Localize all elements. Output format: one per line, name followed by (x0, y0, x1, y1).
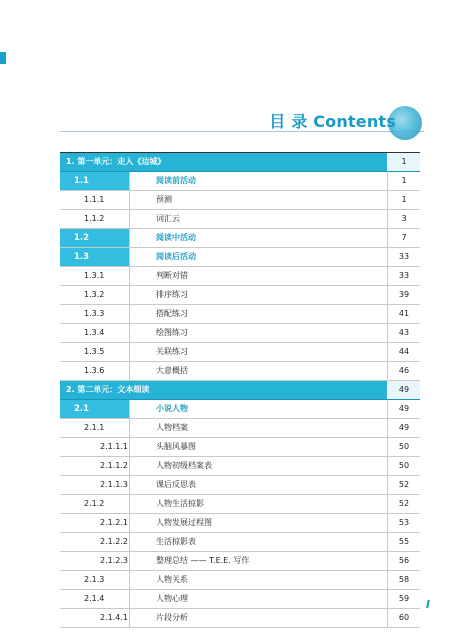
toc-section-number: 2.1.1.2 (60, 457, 130, 475)
toc-entry-title: 词汇云 (156, 214, 180, 223)
toc-entry-title: 2. 第二单元：文本细读 (66, 385, 150, 394)
toc-entry-row[interactable] (60, 514, 420, 533)
toc-page-number: 52 (387, 495, 420, 513)
toc-entry-title: 人物档案 (156, 423, 188, 432)
toc-section-number: 1.3.2 (60, 286, 130, 304)
toc-page-number: 41 (387, 305, 420, 323)
toc-page-number: 39 (387, 286, 420, 304)
toc-entry-title: 人物心理 (156, 594, 188, 603)
toc-entry-row[interactable] (60, 609, 420, 628)
toc-section-number: 2.1.3 (60, 571, 130, 589)
toc-page-number: 1 (387, 172, 420, 190)
toc-entry-row[interactable] (60, 324, 420, 343)
toc-section-number: 1.3.6 (60, 362, 130, 380)
toc-entry-row[interactable] (60, 419, 420, 438)
toc-entry-title: 预测 (156, 195, 172, 204)
toc-page-number: 60 (387, 609, 420, 627)
toc-entry-row[interactable] (60, 476, 420, 495)
toc-section-number: 2.1.1.1 (60, 438, 130, 456)
toc-page-number: 50 (387, 438, 420, 456)
toc-page-number: 58 (387, 571, 420, 589)
toc-section-number: 2.1 (60, 400, 130, 418)
toc-entry-row[interactable] (60, 590, 420, 609)
toc-page-number: 46 (387, 362, 420, 380)
toc-entry-title: 绘图练习 (156, 328, 188, 337)
corner-accent-mark (0, 52, 6, 64)
toc-entry-row[interactable] (60, 400, 420, 419)
toc-entry-row[interactable] (60, 495, 420, 514)
toc-section-number: 2.1.4 (60, 590, 130, 608)
toc-entry-title: 判断对错 (156, 271, 188, 280)
toc-unit-row[interactable] (60, 381, 420, 400)
toc-entry-row[interactable] (60, 210, 420, 229)
toc-section-number: 1.3.3 (60, 305, 130, 323)
toc-section-number: 1.3.5 (60, 343, 130, 361)
table-of-contents (60, 152, 420, 628)
toc-entry-row[interactable] (60, 191, 420, 210)
toc-section-number: 1.2 (60, 229, 130, 247)
toc-section-number: 2.1.2.1 (60, 514, 130, 532)
toc-entry-title: 搭配练习 (156, 309, 188, 318)
toc-page-number: 56 (387, 552, 420, 570)
toc-entry-row[interactable] (60, 267, 420, 286)
toc-entry-title: 片段分析 (156, 613, 188, 622)
toc-entry-row[interactable] (60, 286, 420, 305)
toc-entry-title: 阅读前活动 (156, 176, 196, 185)
toc-section-number: 2.1.2.2 (60, 533, 130, 551)
toc-page-number: 33 (387, 248, 420, 266)
toc-entry-row[interactable] (60, 552, 420, 571)
toc-section-number: 1.1.1 (60, 191, 130, 209)
toc-page-number: 44 (387, 343, 420, 361)
toc-unit-row[interactable] (60, 153, 420, 172)
toc-entry-title: 关联练习 (156, 347, 188, 356)
toc-entry-title: 整理总结 —— T.E.E. 写作 (156, 556, 250, 565)
toc-entry-row[interactable] (60, 305, 420, 324)
toc-section-number: 1.3 (60, 248, 130, 266)
toc-entry-row[interactable] (60, 533, 420, 552)
toc-entry-title: 人物生活掠影 (156, 499, 204, 508)
toc-section-number: 2.1.1 (60, 419, 130, 437)
toc-section-number: 1.3.1 (60, 267, 130, 285)
toc-entry-title: 排序练习 (156, 290, 188, 299)
toc-page-number: 50 (387, 457, 420, 475)
toc-section-number: 1.1.2 (60, 210, 130, 228)
toc-section-number: 2.1.4.1 (60, 609, 130, 627)
toc-entry-row[interactable] (60, 229, 420, 248)
toc-page-number: 7 (387, 229, 420, 247)
toc-section-number: 2.1.1.3 (60, 476, 130, 494)
toc-page-number: 53 (387, 514, 420, 532)
toc-entry-title: 人物初级档案表 (156, 461, 212, 470)
toc-entry-row[interactable] (60, 248, 420, 267)
toc-page-number: 3 (387, 210, 420, 228)
toc-entry-title: 课后反思表 (156, 480, 196, 489)
contents-header (60, 112, 424, 132)
toc-entry-title: 头脑风暴图 (156, 442, 196, 451)
toc-page-number: 52 (387, 476, 420, 494)
toc-entry-row[interactable] (60, 362, 420, 381)
toc-page-number: 1 (387, 153, 420, 171)
toc-page-number: 33 (387, 267, 420, 285)
toc-entry-title: 大意概括 (156, 366, 188, 375)
toc-entry-row[interactable] (60, 343, 420, 362)
toc-page-number: 59 (387, 590, 420, 608)
page-number: I (425, 598, 430, 611)
toc-section-number: 2.1.2.3 (60, 552, 130, 570)
toc-page-number: 49 (387, 419, 420, 437)
toc-entry-title: 生活掠影表 (156, 537, 196, 546)
toc-section-number: 1.1 (60, 172, 130, 190)
toc-entry-row[interactable] (60, 172, 420, 191)
toc-section-number: 2.1.2 (60, 495, 130, 513)
toc-page-number: 49 (387, 381, 420, 399)
toc-entry-row[interactable] (60, 438, 420, 457)
toc-section-number: 1.3.4 (60, 324, 130, 342)
toc-page-number: 49 (387, 400, 420, 418)
toc-entry-row[interactable] (60, 571, 420, 590)
toc-page-number: 55 (387, 533, 420, 551)
toc-entry-title: 小说人物 (156, 404, 188, 413)
toc-page-number: 1 (387, 191, 420, 209)
toc-page-number: 43 (387, 324, 420, 342)
toc-entry-title: 人物关系 (156, 575, 188, 584)
toc-entry-title: 阅读中活动 (156, 233, 196, 242)
page-title: 目 录 Contents (269, 112, 396, 131)
toc-entry-row[interactable] (60, 457, 420, 476)
toc-entry-title: 1. 第一单元：走入《边城》 (66, 157, 166, 166)
toc-entry-title: 阅读后活动 (156, 252, 196, 261)
toc-entry-title: 人物发展过程图 (156, 518, 212, 527)
